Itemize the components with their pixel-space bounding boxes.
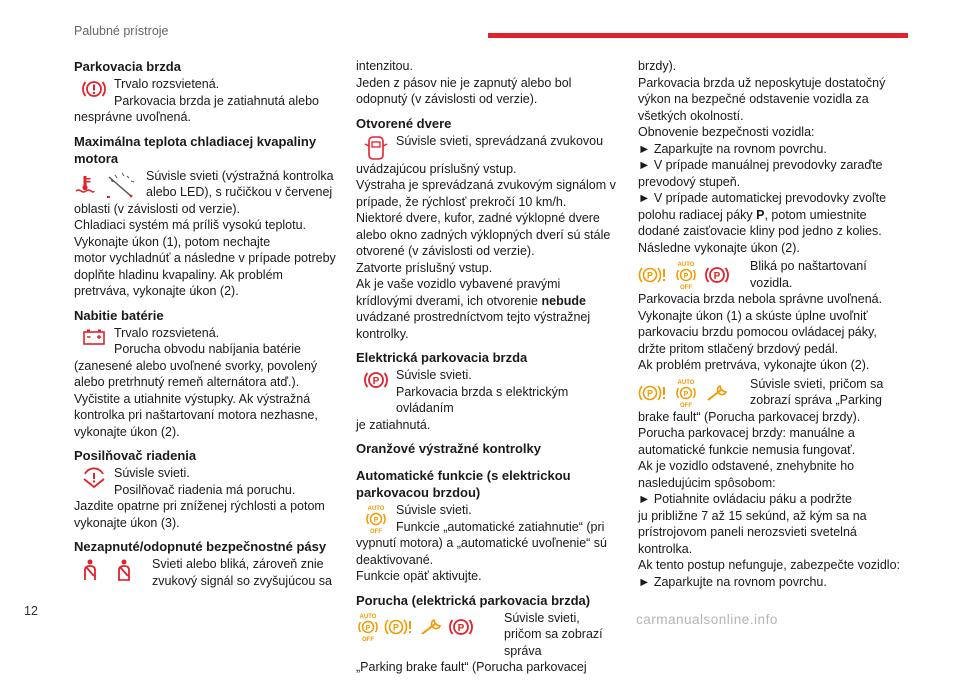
section-electric-parking-brake — [356, 349, 618, 433]
svg-text:P: P — [713, 271, 721, 282]
open-door-icon — [356, 133, 396, 161]
wrench-orange-icon — [704, 382, 730, 404]
steering-icon-text: Súvisle svieti. Posilňovač riadenia má poruchu. — [114, 466, 296, 497]
parking-brake-warning-icon — [74, 76, 114, 100]
fault-icon-text: Súvisle svieti, pričom sa zobrazí správa — [504, 610, 603, 658]
coolant-temperature-icon — [74, 174, 96, 196]
doors-text2-c: uvádzané prostredníctvom tejto výstražnej kontrolky. — [356, 310, 591, 341]
svg-text:P: P — [683, 390, 689, 398]
auto-off-orange-icon — [356, 612, 380, 642]
col3-icons2-text: Súvisle svieti, pričom sa zobrazí správa „Parking — [750, 376, 884, 407]
parking-exclamation-orange-icon — [384, 616, 414, 638]
seatbelt-icon — [80, 558, 100, 582]
heading-seatbelt: Nezapnuté/odopnuté bezpečnostné pásy — [74, 539, 327, 554]
heading-electric-parking-brake: Elektrická parkovacia brzda — [356, 350, 528, 365]
wrench-orange-icon — [418, 616, 444, 638]
svg-text:AUTO: AUTO — [367, 506, 385, 512]
doors-icon-text: Súvisle svieti, sprevádzaná zvukovou — [396, 133, 604, 148]
parking-brake-red-icon — [704, 264, 730, 286]
seatbelt-continued-text: intenzitou. Jeden z pásov nie je zapnutý alebo bol odopnutý (v závislosti od verzie). — [356, 59, 572, 106]
steering-text: Jazdite opatrne pri zníženej rýchlosti a potom vykonajte úkon (3). — [74, 499, 325, 530]
parking-exclamation-orange-icon — [638, 264, 668, 286]
section-battery — [74, 307, 336, 441]
electric-parking-brake-icon — [356, 367, 396, 391]
svg-text:OFF: OFF — [362, 636, 374, 642]
svg-text:OFF: OFF — [370, 529, 382, 534]
col3-text2-c: , potom umiestnite dodané zaisťovacie kliny pod jedno z kolies. Následne vykonajte úkon (2). — [638, 207, 882, 255]
auto-off-orange-icon — [674, 378, 698, 408]
col3-text-4: brake fault“ (Porucha parkovacej brzdy). Porucha parkovacej brzdy: manuálne a automatické funkcie nemusia fungovať. Ak je vozidlo odstavené, znehybnite ho nasledujúcim spôsobom: ► Potiahnite ovládaciu páku a podržte ju približne 7 až 15 sekúnd, až kým sa na prístrojovom paneli nerozsvieti svetelná kontrolka. Ak tento postup nefunguje, zabezpečte vozidlo: ► Zaparkujte na rovnom povrchu. — [638, 409, 900, 589]
section-fault — [356, 592, 618, 676]
svg-text:P: P — [365, 624, 371, 632]
seatbelt-rear-icon — [114, 558, 134, 582]
svg-text:OFF: OFF — [680, 285, 692, 290]
col3-text2-bold: P — [756, 207, 765, 222]
parking-exclamation-orange-icon — [638, 382, 668, 404]
svg-text:AUTO: AUTO — [359, 613, 377, 620]
doors-text2-bold: nebude — [541, 293, 586, 308]
doors-text: uvádzajúcou príslušný vstup. Výstraha je sprevádzaná zvukovým signálom v prípade, že rýchlosť prekročí 10 km/h. Niektoré dvere, kufor, zadné výklopné dvere alebo okno zadných výklopných dverí sú stále otvorené (v závislosti od verzie). Zatvorte príslušný vstup. — [356, 161, 616, 275]
coolant-gauge-icon — [104, 170, 138, 200]
column-3 — [638, 58, 908, 590]
auto-text: vypnutí motora) a „automatické uvoľnenie“ sú deaktivované. Funkcie opäť aktivujte. — [356, 536, 607, 583]
svg-text:P: P — [646, 270, 654, 281]
column-1 — [74, 58, 336, 596]
battery-icon — [74, 325, 114, 347]
auto-icon-text: Súvisle svieti. Funkcie „automatické zatiahnutie“ (pri — [396, 503, 605, 534]
parking-brake-icon-text: Trvalo rozsvietená. Parkovacia brzda je zatiahnutá alebo — [114, 77, 319, 108]
coolant-text: oblasti (v závislosti od verzie). Chladiaci systém má príliš vysokú teplotu. Vykonajte úkon (1), potom nechajte motor vychladnúť a následne v prípade potreby doplňte hladinu kvapaliny. Ak problém pretrváva, vykonajte úkon (2). — [74, 201, 336, 298]
section-auto-functions — [356, 467, 618, 585]
heading-fault: Porucha (elektrická parkovacia brzda) — [356, 592, 591, 608]
heading-power-steering: Posilňovač riadenia — [74, 448, 197, 463]
svg-text:P: P — [373, 517, 379, 524]
seatbelt-icon-text: Svieti alebo bliká, zároveň znie zvukový signál so zvyšujúcou sa — [152, 557, 332, 588]
section-power-steering — [74, 447, 336, 531]
svg-text:P: P — [392, 622, 400, 632]
heading-coolant: Maximálna teplota chladiacej kvapaliny motora — [74, 133, 317, 166]
battery-text: (zanesené alebo uvoľnené svorky, povolený alebo pretrhnutý remeň alternátora atď.). Vyčistite a utiahnite výstupky. Ak výstražná kontrolka pri naštartovaní motora nezhasne, vykonajte úkon (2). — [74, 358, 318, 439]
page-number: 12 — [24, 604, 38, 618]
coolant-icon-text: Súvisle svieti (výstražná kontrolka alebo LED), s ručičkou v červenej — [146, 168, 334, 199]
col3-text-1: brzdy). Parkovacia brzda už neposkytuje dostatočný výkon na bezpečné odstavenie vozidla za všetkých okolností. Obnovenie bezpečnosti vozidla: ► Zaparkujte na rovnom povrchu. ► V prípade manuálnej prevodovky zaraďte prevodový stupeň. — [638, 59, 886, 189]
parking-brake-red-icon — [448, 616, 474, 638]
parking-brake-text: nesprávne uvoľnená. — [74, 110, 191, 124]
heading-open-doors: Otvorené dvere — [356, 115, 452, 131]
heading-battery: Nabitie batérie — [74, 307, 164, 323]
watermark: carmanualsonline.info — [636, 612, 778, 627]
svg-text:AUTO: AUTO — [677, 379, 695, 386]
heading-orange-warnings: Oranžové výstražné kontrolky — [356, 441, 541, 456]
section-open-doors — [356, 115, 618, 343]
col3-icons1-text: Bliká po naštartovaní vozidla. — [750, 259, 867, 290]
epb-text: je zatiahnutá. — [356, 417, 431, 432]
epb-icon-text: Súvisle svieti. Parkovacia brzda s elektrickým ovládaním — [396, 368, 569, 415]
fault-text: „Parking brake fault“ (Porucha parkovacej — [356, 660, 587, 674]
auto-off-orange-icon — [674, 260, 698, 290]
header-accent-bar — [488, 33, 908, 38]
svg-text:OFF: OFF — [680, 402, 692, 408]
svg-text:P: P — [683, 273, 689, 280]
svg-text:AUTO: AUTO — [677, 262, 695, 268]
section-seatbelt — [74, 538, 336, 589]
page-header-title: Palubné prístroje — [74, 24, 169, 38]
heading-parking-brake: Parkovacia brzda — [74, 59, 181, 74]
svg-text:P: P — [457, 622, 465, 634]
auto-off-icon — [356, 502, 396, 534]
col3-text-3: Parkovacia brzda nebola správne uvoľnená. Vykonajte úkon (1) a skúste úplne uvoľniť parkovaciu brzdu pomocou ovládacej páky, držte pritom stlačený brzdový pedál. Ak problém pretrváva, vykonajte úkon (2). — [638, 292, 883, 372]
section-parking-brake — [74, 58, 336, 126]
col3-text2-a: ► V prípade automatickej prevodovky zvoľte polohu radiacej páky — [638, 191, 887, 222]
svg-text:P: P — [646, 388, 654, 398]
heading-auto-functions: Automatické funkcie (s elektrickou parkovacou brzdou) — [356, 468, 571, 500]
battery-icon-text: Trvalo rozsvietená. Porucha obvodu nabíjania batérie — [114, 325, 301, 356]
column-2 — [356, 58, 618, 683]
doors-text2-a: Ak je vaše vozidlo vybavené pravými krídlovými dverami, ich otvorenie — [356, 277, 561, 308]
section-coolant — [74, 133, 336, 300]
svg-text:P: P — [372, 376, 380, 387]
steering-wheel-warning-icon — [74, 465, 114, 489]
